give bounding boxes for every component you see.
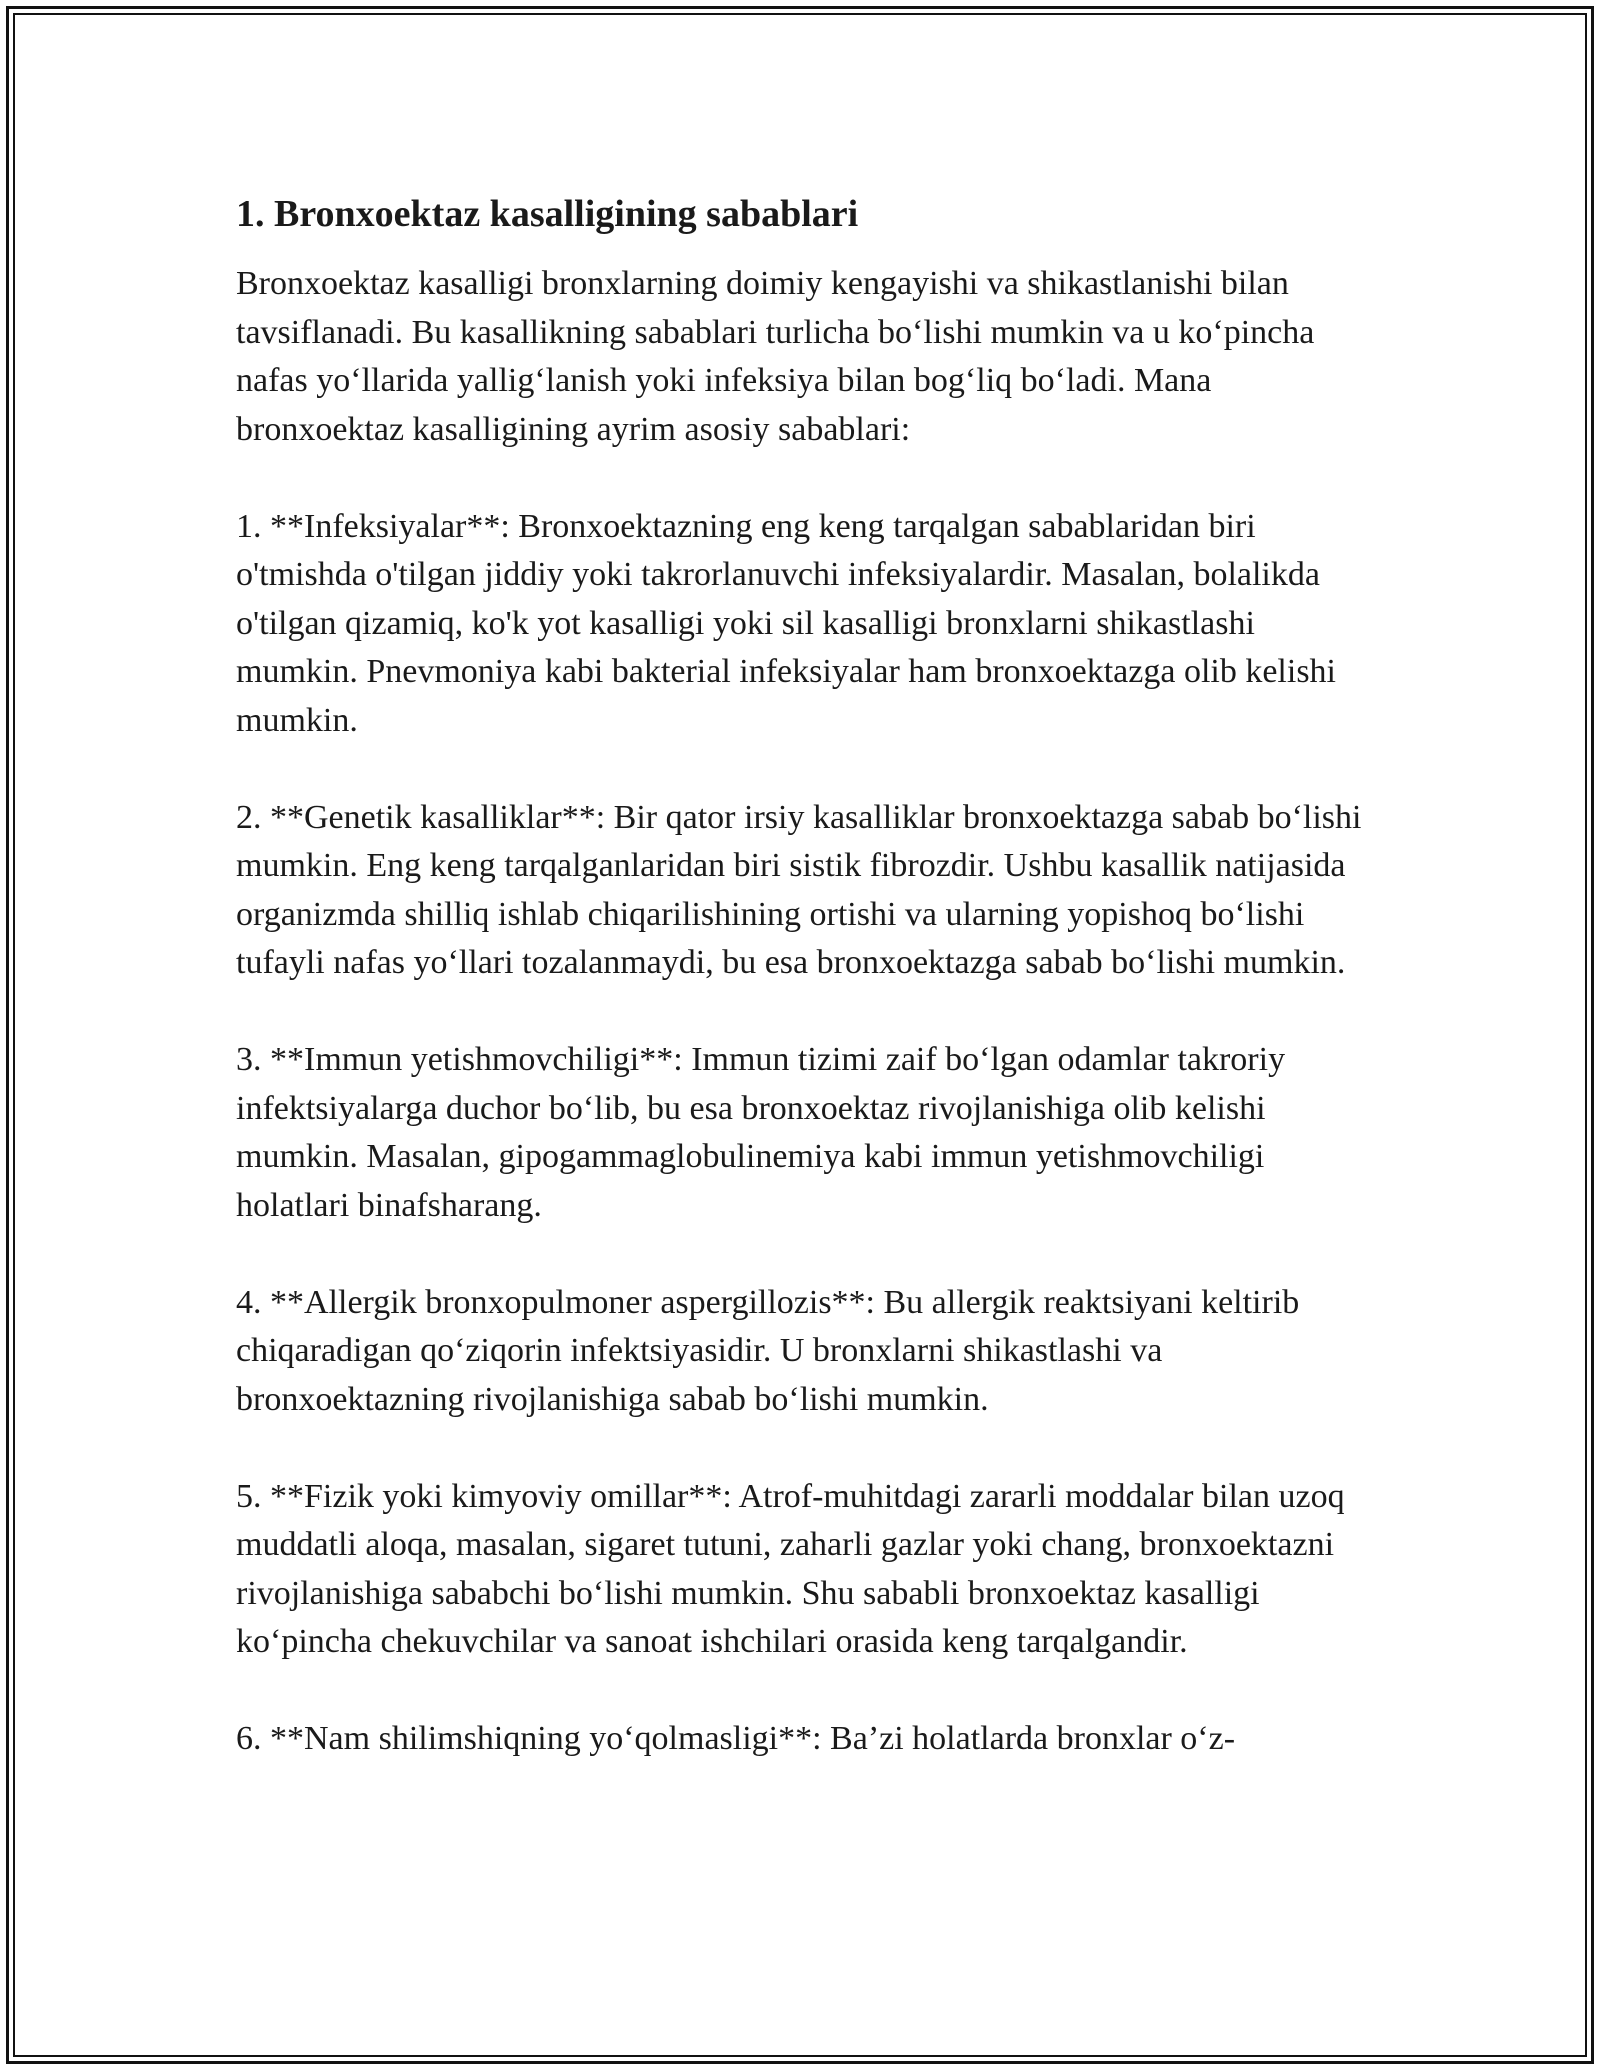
cause-paragraph-physical-chemical: 5. **Fizik yoki kimyoviy omillar**: Atrof-muhitdagi zararli moddalar bilan uzoq muddatli aloqa, masalan, sigaret tutuni, zaharli gazlar yoki chang, bronxoektazni rivojlanishiga sababchi bo‘lishi mumkin. Shu sababli bronxoektaz kasalligi ko‘pincha chekuvchilar va sanoat ishchilari orasida keng tarqalgandir. bbox=[236, 1477, 1345, 1660]
document-body bbox=[236, 186, 1376, 1764]
cause-paragraph-allergic: 4. **Allergik bronxopulmoner aspergillozis**: Bu allergik reaktsiyani keltirib chiqaradigan qo‘ziqorin infektsiyasidir. U bronxlarni shikastlashi va bronxoektazning rivojlanishiga sabab bo‘lishi mumkin. bbox=[236, 1283, 1300, 1418]
cause-paragraph-immune: 3. **Immun yetishmovchiligi**: Immun tizimi zaif bo‘lgan odamlar takroriy infektsiyalarga duchor bo‘lib, bu esa bronxoektaz rivojlanishiga olib kelishi mumkin. Masalan, gipogammaglobulinemiya kabi immun yetishmovchiligi holatlari binafsharang. bbox=[236, 1041, 1286, 1224]
cause-paragraph-infections: 1. **Infeksiyalar**: Bronxoektazning eng keng tarqalgan sabablaridan biri o'tmishda o'tilgan jiddiy yoki takrorlanuvchi infeksiyalardir. Masalan, bolalikda o'tilgan qizamiq, ko'k yot kasalligi yoki sil kasalligi bronxlarni shikastlashi mumkin. Pnevmoniya kabi bakterial infeksiyalar ham bronxoektazga olib kelishi mumkin. bbox=[236, 507, 1337, 739]
document-title: 1. Bronxoektaz kasalligining sabablari bbox=[236, 193, 859, 235]
intro-paragraph: Bronxoektaz kasalligi bronxlarning doimiy kengayishi va shikastlanishi bilan tavsiflanadi. Bu kasallikning sabablari turlicha bo‘lishi mumkin va u ko‘pincha nafas yo‘llarida yallig‘lanish yoki infeksiya bilan bog‘liq bo‘ladi. Mana bronxoektaz kasalligining ayrim asosiy sabablari: bbox=[236, 265, 1315, 448]
cause-paragraph-genetic: 2. **Genetik kasalliklar**: Bir qator irsiy kasalliklar bronxoektazga sabab bo‘lishi mumkin. Eng keng tarqalganlaridan biri sistik fibrozdir. Ushbu kasallik natijasida organizmda shilliq ishlab chiqarilishining ortishi va ularning yopishoq bo‘lishi tufayli nafas yo‘llari tozalanmaydi, bu esa bronxoektazga sabab bo‘lishi mumkin. bbox=[236, 798, 1362, 981]
cause-paragraph-mucus: 6. **Nam shilimshiqning yo‘qolmasligi**: Ba’zi holatlarda bronxlar o‘z- bbox=[236, 1720, 1236, 1757]
